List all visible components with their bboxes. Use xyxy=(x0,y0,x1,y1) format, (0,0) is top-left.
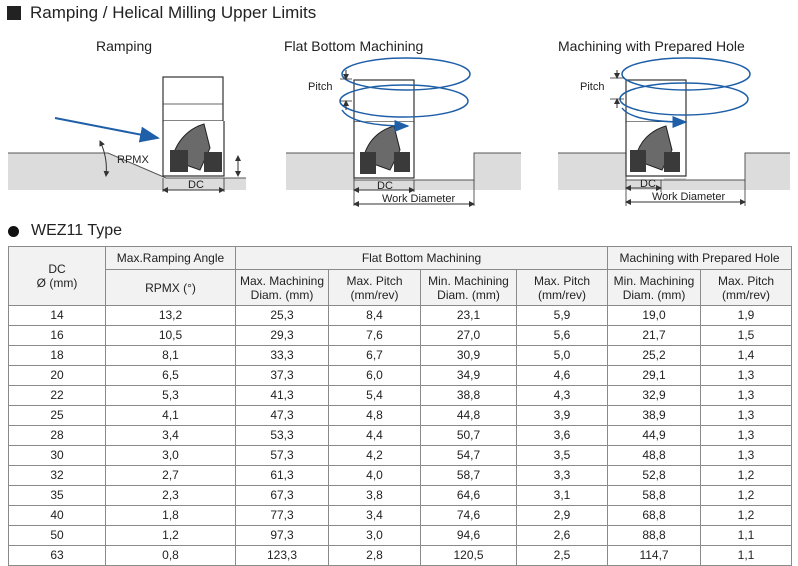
table-cell: 3,6 xyxy=(517,426,608,446)
table-cell: 38,8 xyxy=(421,386,517,406)
dc-label-ramping: DC xyxy=(188,179,204,191)
table-cell: 50,7 xyxy=(421,426,517,446)
flat-min-diam-header xyxy=(421,270,517,306)
work-diameter-label-flat: Work Diameter xyxy=(382,193,456,205)
flat-bottom-diagram xyxy=(286,58,521,206)
table-cell: 19,0 xyxy=(608,306,701,326)
table-cell: 123,3 xyxy=(236,546,329,566)
table-cell: 3,8 xyxy=(329,486,421,506)
table-body xyxy=(9,306,792,566)
table-cell: 1,2 xyxy=(701,486,792,506)
header-line: Diam. (mm) xyxy=(437,287,500,302)
table-cell: 22 xyxy=(9,386,106,406)
table-cell: 20 xyxy=(9,366,106,386)
table-cell: 61,3 xyxy=(236,466,329,486)
rpmx-label: RPMX xyxy=(117,154,149,166)
machining-diagrams xyxy=(0,0,798,220)
table-cell: 37,3 xyxy=(236,366,329,386)
table-cell: 21,7 xyxy=(608,326,701,346)
table-cell: 2,9 xyxy=(517,506,608,526)
table-cell: 2,6 xyxy=(517,526,608,546)
table-cell: 58,7 xyxy=(421,466,517,486)
table-cell: 63 xyxy=(9,546,106,566)
section-title-row xyxy=(8,221,122,241)
table-cell: 120,5 xyxy=(421,546,517,566)
table-cell: 3,1 xyxy=(517,486,608,506)
table-cell: 5,4 xyxy=(329,386,421,406)
table-cell: 5,3 xyxy=(106,386,236,406)
table-cell: 34,9 xyxy=(421,366,517,386)
table-cell: 14 xyxy=(9,306,106,326)
table-row xyxy=(9,466,792,486)
table-cell: 7,6 xyxy=(329,326,421,346)
flat-pitch2-header xyxy=(517,270,608,306)
table-cell: 1,2 xyxy=(106,526,236,546)
table-cell: 38,9 xyxy=(608,406,701,426)
table-cell: 4,1 xyxy=(106,406,236,426)
table-cell: 40 xyxy=(9,506,106,526)
table-cell: 4,4 xyxy=(329,426,421,446)
header-line: Diam. (mm) xyxy=(250,287,314,302)
table-cell: 2,7 xyxy=(106,466,236,486)
table-cell: 29,3 xyxy=(236,326,329,346)
table-row xyxy=(9,506,792,526)
table-row xyxy=(9,486,792,506)
table-cell: 54,7 xyxy=(421,446,517,466)
table-cell: 1,3 xyxy=(701,366,792,386)
table-cell: 8,1 xyxy=(106,346,236,366)
table-cell: 5,6 xyxy=(517,326,608,346)
table-cell: 4,2 xyxy=(329,446,421,466)
table-cell: 41,3 xyxy=(236,386,329,406)
table-cell: 32 xyxy=(9,466,106,486)
table-cell: 1,2 xyxy=(701,506,792,526)
table-row xyxy=(9,526,792,546)
table-cell: 1,2 xyxy=(701,466,792,486)
table-cell: 4,3 xyxy=(517,386,608,406)
table-cell: 5,0 xyxy=(517,346,608,366)
table-cell: 58,8 xyxy=(608,486,701,506)
table-cell: 1,1 xyxy=(701,546,792,566)
table-cell: 32,9 xyxy=(608,386,701,406)
table-cell: 1,3 xyxy=(701,426,792,446)
ramp-group-header: Max.Ramping Angle xyxy=(106,247,236,270)
table-row xyxy=(9,426,792,446)
table-cell: 25,3 xyxy=(236,306,329,326)
table-row xyxy=(9,546,792,566)
table-cell: 74,6 xyxy=(421,506,517,526)
table-cell: 2,5 xyxy=(517,546,608,566)
table-row xyxy=(9,306,792,326)
table-cell: 3,4 xyxy=(106,426,236,446)
table-cell: 8,4 xyxy=(329,306,421,326)
header-line: Max. Pitch xyxy=(346,273,403,288)
table-cell: 3,0 xyxy=(106,446,236,466)
table-cell: 1,3 xyxy=(701,386,792,406)
tool-shank xyxy=(163,77,223,121)
table-cell: 6,5 xyxy=(106,366,236,386)
table-cell: 6,0 xyxy=(329,366,421,386)
prep-group-header: Machining with Prepared Hole xyxy=(608,247,792,270)
table-cell: 1,3 xyxy=(701,446,792,466)
dc-header xyxy=(9,247,106,306)
table-row xyxy=(9,386,792,406)
header-line: (mm/rev) xyxy=(722,287,771,302)
table-cell: 68,8 xyxy=(608,506,701,526)
table-row xyxy=(9,446,792,466)
ramping-label: Ramping xyxy=(96,38,153,54)
table-cell: 6,7 xyxy=(329,346,421,366)
table-cell: 3,4 xyxy=(329,506,421,526)
table-cell: 0,8 xyxy=(106,546,236,566)
ramp-direction-arrow xyxy=(55,118,158,138)
table-cell: 50 xyxy=(9,526,106,546)
table-cell: 44,9 xyxy=(608,426,701,446)
table-cell: 16 xyxy=(9,326,106,346)
header-line: Max. Pitch xyxy=(534,273,591,288)
table-cell: 29,1 xyxy=(608,366,701,386)
table-cell: 52,8 xyxy=(608,466,701,486)
header-line: (mm/rev) xyxy=(350,287,399,302)
table-cell: 4,8 xyxy=(329,406,421,426)
table-cell: 77,3 xyxy=(236,506,329,526)
table-cell: 3,9 xyxy=(517,406,608,426)
header-line: Min. Machining xyxy=(613,273,695,288)
rpmx-header: RPMX (°) xyxy=(106,270,236,306)
flat-pitch-header xyxy=(329,270,421,306)
prepared-hole-label: Machining with Prepared Hole xyxy=(558,38,745,54)
table-cell: 30 xyxy=(9,446,106,466)
table-cell: 64,6 xyxy=(421,486,517,506)
table-cell: 94,6 xyxy=(421,526,517,546)
table-cell: 3,0 xyxy=(329,526,421,546)
table-cell: 57,3 xyxy=(236,446,329,466)
table-cell: 25,2 xyxy=(608,346,701,366)
flat-max-diam-header xyxy=(236,270,329,306)
dc-header-label: DC xyxy=(48,262,66,276)
table-cell: 114,7 xyxy=(608,546,701,566)
prepared-hole-diagram xyxy=(558,58,790,206)
header-line: Diam. (mm) xyxy=(622,287,686,302)
table-cell: 48,8 xyxy=(608,446,701,466)
table-cell: 1,8 xyxy=(106,506,236,526)
table-cell: 18 xyxy=(9,346,106,366)
table-cell: 1,4 xyxy=(701,346,792,366)
table-row xyxy=(9,366,792,386)
table-cell: 25 xyxy=(9,406,106,426)
table-row xyxy=(9,406,792,426)
table-cell: 44,8 xyxy=(421,406,517,426)
flat-bottom-label: Flat Bottom Machining xyxy=(284,38,424,54)
table-cell: 2,3 xyxy=(106,486,236,506)
prep-min-diam-header xyxy=(608,270,701,306)
ramping-diagram xyxy=(8,77,246,192)
dc-label-prepared: DC xyxy=(640,178,656,190)
table-cell: 67,3 xyxy=(236,486,329,506)
header-line: Max. Machining xyxy=(239,273,325,288)
table-cell: 4,0 xyxy=(329,466,421,486)
circle-bullet-icon xyxy=(8,226,19,237)
table-cell: 53,3 xyxy=(236,426,329,446)
header-line: (mm/rev) xyxy=(538,287,586,302)
table-row xyxy=(9,326,792,346)
table-cell: 30,9 xyxy=(421,346,517,366)
table-cell: 35 xyxy=(9,486,106,506)
table-cell: 33,3 xyxy=(236,346,329,366)
pitch-label-flat: Pitch xyxy=(308,81,333,93)
pitch-label-prepared: Pitch xyxy=(580,81,605,93)
section-title: WEZ11 Type xyxy=(31,222,122,239)
table-cell: 88,8 xyxy=(608,526,701,546)
table-cell: 1,5 xyxy=(701,326,792,346)
table-cell: 3,3 xyxy=(517,466,608,486)
table-cell: 23,1 xyxy=(421,306,517,326)
flat-group-header: Flat Bottom Machining xyxy=(236,247,608,270)
table-cell: 3,5 xyxy=(517,446,608,466)
table-cell: 10,5 xyxy=(106,326,236,346)
table-cell: 5,9 xyxy=(517,306,608,326)
table-cell: 28 xyxy=(9,426,106,446)
table-cell: 13,2 xyxy=(106,306,236,326)
table-cell: 1,1 xyxy=(701,526,792,546)
header-line: Max. Pitch xyxy=(718,273,775,288)
limits-table xyxy=(8,246,792,566)
page-title: Ramping / Helical Milling Upper Limits xyxy=(30,3,317,22)
prep-pitch-header xyxy=(701,270,792,306)
table-cell: 97,3 xyxy=(236,526,329,546)
dc-label-flat: DC xyxy=(377,180,393,192)
table-cell: 1,3 xyxy=(701,406,792,426)
dc-header-unit: Ø (mm) xyxy=(36,276,78,290)
work-diameter-label-prepared: Work Diameter xyxy=(652,191,726,203)
table-cell: 27,0 xyxy=(421,326,517,346)
table-cell: 47,3 xyxy=(236,406,329,426)
table-cell: 4,6 xyxy=(517,366,608,386)
table-cell: 1,9 xyxy=(701,306,792,326)
table-row xyxy=(9,346,792,366)
header-line: Min. Machining xyxy=(428,273,509,288)
table-cell: 2,8 xyxy=(329,546,421,566)
